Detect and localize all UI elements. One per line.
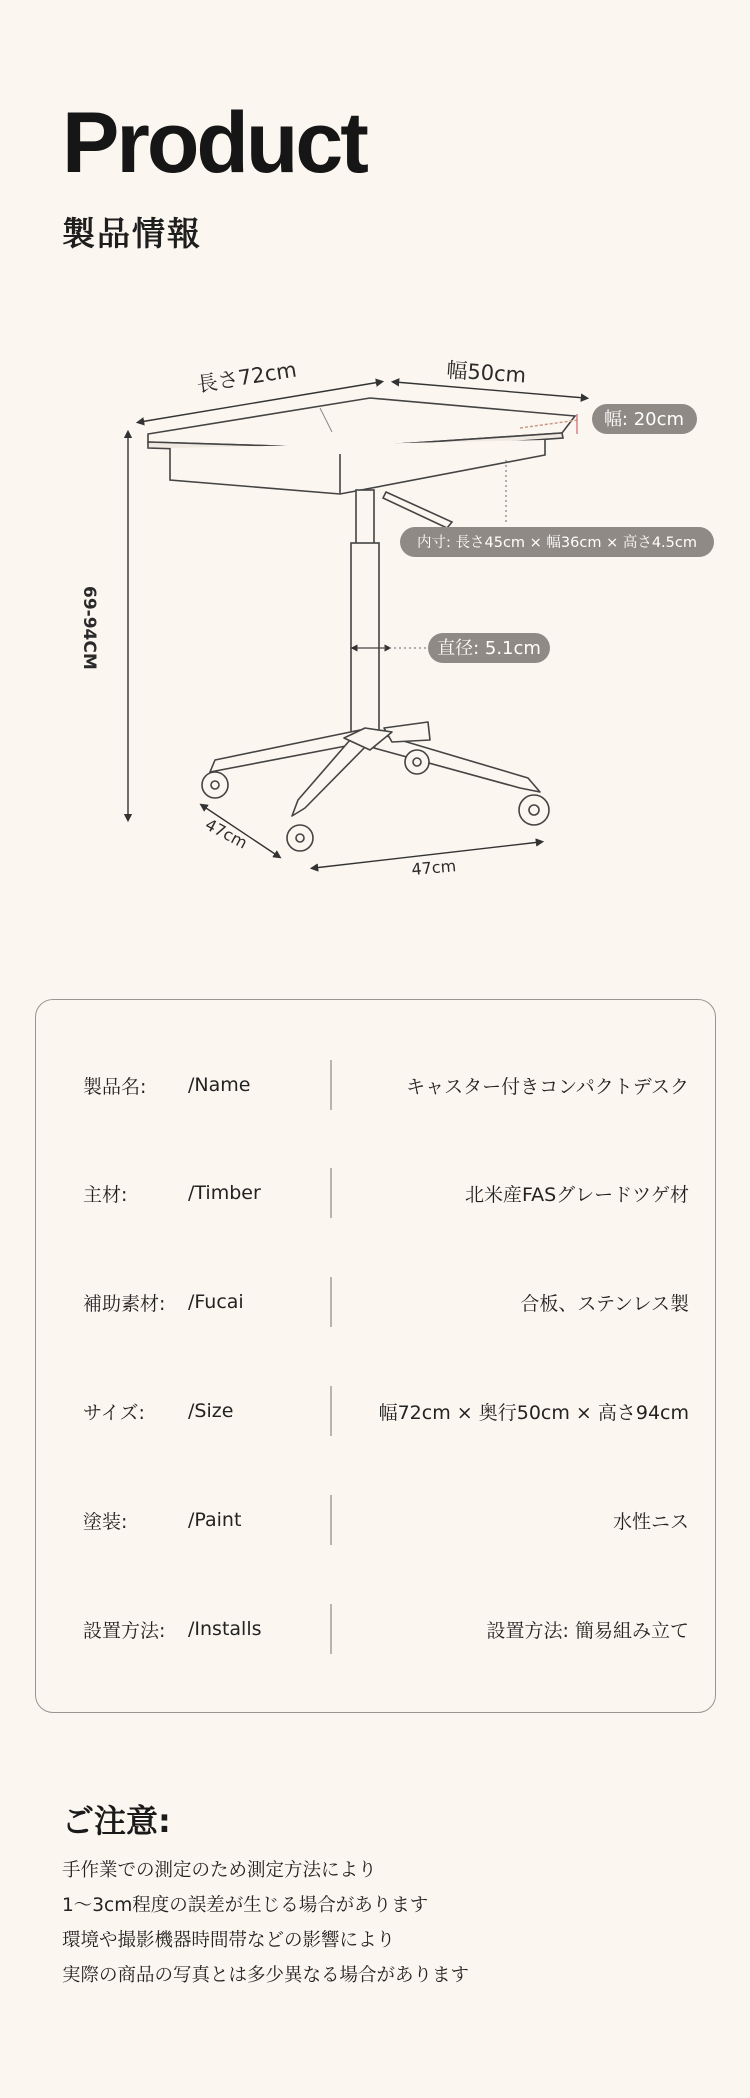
spec-label-en: /Timber [188,1182,261,1204]
notice-title: ご注意: [62,1802,171,1840]
height-label: 69-94CM [79,586,99,670]
spec-label-en: /Name [188,1074,251,1096]
spec-label-en: /Size [188,1400,234,1422]
notice-line: 1～3cm程度の誤差が生じる場合があります [62,1895,429,1916]
spec-label: 主材: [83,1183,128,1206]
base-width-label: 47cm [410,856,457,879]
spec-divider [330,1604,332,1654]
spec-value: 合板、ステンレス製 [520,1292,689,1315]
spec-label-en: /Installs [188,1618,262,1640]
desk-top [148,398,575,494]
spec-label-en: /Fucai [188,1291,244,1313]
page-title: Product [62,95,366,191]
notice-line: 手作業での測定のため測定方法により [62,1860,377,1881]
callout-inner-size: 内寸: 長さ45cm × 幅36cm × 高さ4.5cm [417,535,697,551]
desk-column [351,490,452,733]
spec-label: 設置方法: [83,1619,166,1642]
page-subtitle: 製品情報 [62,214,202,253]
spec-row-size [36,1386,715,1436]
spec-divider [330,1277,332,1327]
callout-board-width: 幅: 20cm [603,409,685,430]
spec-value: 北米産FASグレードツゲ材 [464,1183,689,1206]
notice-text [62,1853,469,1993]
product-diagram [0,330,750,890]
spec-divider [330,1495,332,1545]
spec-label: 製品名: [83,1075,147,1098]
base-depth-label: 47cm [202,814,251,853]
spec-divider [330,1060,332,1110]
spec-row-fucai [36,1277,715,1327]
spec-value: 水性ニス [612,1510,689,1533]
notice-line: 実際の商品の写真とは多少異なる場合があります [62,1965,470,1986]
notice-line: 環境や撮影機器時間帯などの影響により [62,1930,396,1951]
spec-divider [330,1386,332,1436]
spec-value: キャスター付きコンパクトデスク [406,1075,689,1098]
length-label: 長さ72cm [195,357,299,397]
spec-label: サイズ: [83,1401,145,1424]
spec-divider [330,1168,332,1218]
callout-diameter: 直径: 5.1cm [437,638,541,659]
spec-value: 設置方法: 簡易組み立て [486,1619,689,1642]
spec-row-installs [36,1604,715,1654]
spec-card [35,999,716,1713]
spec-row-name [36,1060,715,1110]
width-label: 幅50cm [445,358,527,388]
spec-label: 補助素材: [83,1292,166,1315]
spec-value: 幅72cm × 奥行50cm × 高さ94cm [378,1401,689,1424]
casters [202,750,549,851]
desk-base [210,722,540,816]
spec-label-en: /Paint [188,1509,242,1531]
spec-row-paint [36,1495,715,1545]
spec-label: 塗装: [83,1510,128,1533]
spec-row-timber [36,1168,715,1218]
